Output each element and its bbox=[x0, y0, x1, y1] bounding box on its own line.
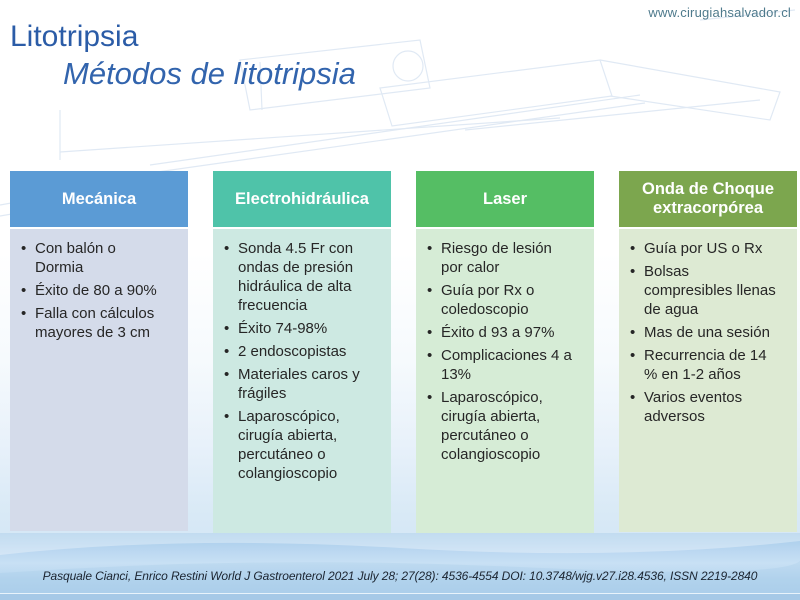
method-column-electrohidraulica bbox=[213, 171, 391, 536]
method-column-laser bbox=[416, 171, 594, 536]
column-body bbox=[213, 229, 391, 536]
bullet-item: • Laparoscópico, cirugía abierta, percutáneo o colangioscopio bbox=[223, 407, 383, 483]
bullet-item: • Sonda 4.5 Fr con ondas de presión hidráulica de alta frecuencia bbox=[223, 239, 383, 315]
bullet-item: • Laparoscópico, cirugía abierta, percutáneo o colangioscopio bbox=[426, 388, 586, 464]
bullet-item: • Riesgo de lesión por calor bbox=[426, 239, 586, 277]
column-body bbox=[619, 229, 797, 532]
wave-decoration-icon bbox=[0, 533, 800, 600]
footer-citation: Pasquale Cianci, Enrico Restini World J Gastroenterol 2021 July 28; 27(28): 4536-4554 DOI: 10.3748/wjg.v27.i28.4536, ISSN 2219-2840 bbox=[42, 569, 758, 583]
bullet-list bbox=[629, 239, 789, 426]
page-title: Litotripsia bbox=[10, 20, 139, 53]
column-header: Mecánica bbox=[10, 171, 188, 227]
bullet-list bbox=[20, 239, 180, 342]
method-column-onda-de-choque bbox=[619, 171, 797, 536]
column-body bbox=[10, 229, 188, 531]
bullet-list bbox=[223, 239, 383, 483]
bullet-item: • Guía por Rx o coledoscopio bbox=[426, 281, 586, 319]
bottom-edge-strip bbox=[0, 593, 800, 600]
site-url: www.cirugiahsalvador.cl bbox=[648, 5, 791, 20]
column-header: Electrohidráulica bbox=[213, 171, 391, 227]
bullet-item: • Guía por US o Rx bbox=[629, 239, 789, 258]
bullet-item: • Falla con cálculos mayores de 3 cm bbox=[20, 304, 180, 342]
bullet-item: • Varios eventos adversos bbox=[629, 388, 789, 426]
bullet-item: • Éxito d 93 a 97% bbox=[426, 323, 586, 342]
page-subtitle: Métodos de litotripsia bbox=[63, 56, 356, 91]
methods-columns bbox=[10, 171, 797, 536]
bullet-item: • Mas de una sesión bbox=[629, 323, 789, 342]
bullet-item: • Éxito 74-98% bbox=[223, 319, 383, 338]
bullet-item: • Complicaciones 4 a 13% bbox=[426, 346, 586, 384]
column-body bbox=[416, 229, 594, 535]
method-column-mecanica bbox=[10, 171, 188, 536]
bullet-item: • Recurrencia de 14 % en 1-2 años bbox=[629, 346, 789, 384]
bullet-item: • Bolsas compresibles llenas de agua bbox=[629, 262, 789, 319]
bullet-item: • 2 endoscopistas bbox=[223, 342, 383, 361]
bullet-item: • Con balón o Dormia bbox=[20, 239, 180, 277]
column-header: Laser bbox=[416, 171, 594, 227]
bullet-item: • Materiales caros y frágiles bbox=[223, 365, 383, 403]
bullet-item: • Éxito de 80 a 90% bbox=[20, 281, 180, 300]
bullet-list bbox=[426, 239, 586, 464]
bottom-band bbox=[0, 533, 800, 600]
column-header: Onda de Choque extracorpórea bbox=[619, 171, 797, 227]
